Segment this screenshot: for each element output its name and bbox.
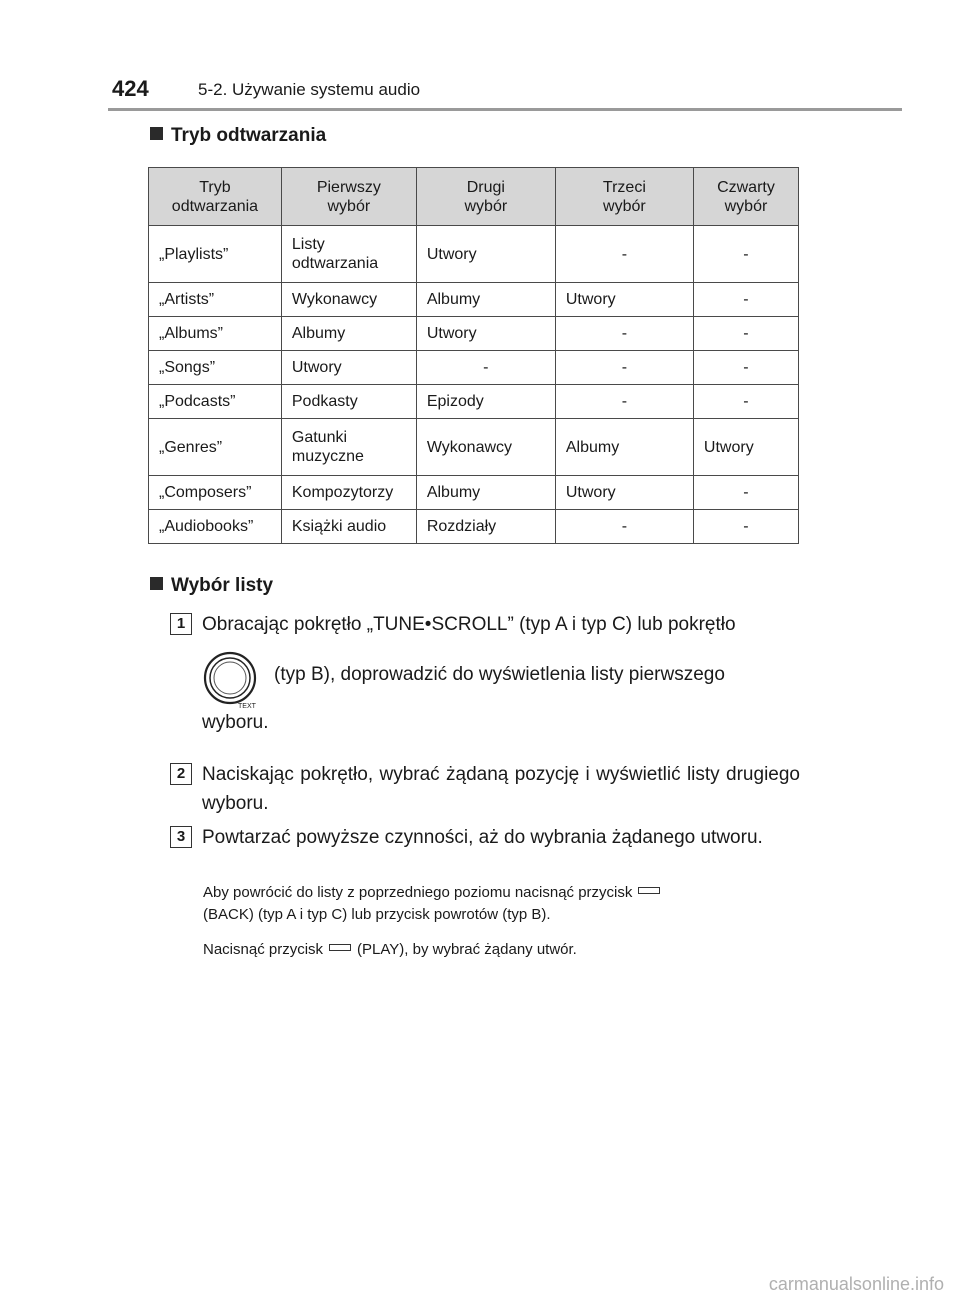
table-cell: Utwory: [281, 351, 416, 385]
table-cell: Podkasty: [281, 385, 416, 419]
table-cell: „Composers”: [149, 476, 282, 510]
table-cell: -: [555, 385, 693, 419]
back-button-icon: [638, 887, 660, 894]
table-cell: -: [693, 476, 798, 510]
table-row: [149, 317, 799, 351]
table-cell: -: [416, 351, 555, 385]
table-row: [149, 385, 799, 419]
table-cell: -: [555, 351, 693, 385]
table-row: [149, 351, 799, 385]
watermark: carmanualsonline.info: [768, 1274, 944, 1294]
column-header: Tryb odtwarzania: [149, 168, 282, 226]
step-2-text: Naciskając pokrętło, wybrać żądaną pozycję i wyświetlić listy drugiego wyboru.: [202, 764, 800, 814]
table-cell: Albumy: [416, 283, 555, 317]
table-cell: Utwory: [416, 317, 555, 351]
playback-mode-table: [148, 167, 799, 544]
header-divider: [108, 108, 902, 111]
play-note-text-end: (PLAY), by wybrać żądany utwór.: [357, 941, 577, 958]
back-note-text: Aby powrócić do listy z poprzedniego poziomu nacisnąć przycisk: [203, 884, 633, 901]
table-cell: „Artists”: [149, 283, 282, 317]
column-header: Drugi wybór: [416, 168, 555, 226]
step-number-badge: 2: [170, 763, 192, 785]
step-3: [170, 823, 800, 883]
step-1: [170, 610, 800, 740]
back-button-note: [203, 882, 803, 926]
table-cell: -: [555, 317, 693, 351]
table-cell: Kompozytorzy: [281, 476, 416, 510]
knob-icon: [200, 648, 264, 710]
table-cell: Gatunki muzyczne: [281, 419, 416, 476]
step-1-text-continued: (typ B), doprowadzić do wyświetlenia listy pierwszego: [274, 664, 725, 685]
step-number-badge: 3: [170, 826, 192, 848]
step-2: [170, 760, 800, 820]
table-cell: Listy odtwarzania: [281, 226, 416, 283]
table-row: [149, 419, 799, 476]
table-cell: Utwory: [416, 226, 555, 283]
table-cell: Rozdziały: [416, 510, 555, 544]
page-header: [112, 76, 902, 112]
column-header: Czwarty wybór: [693, 168, 798, 226]
table-cell: -: [693, 510, 798, 544]
playback-mode-heading: [150, 125, 326, 147]
table-cell: -: [693, 351, 798, 385]
table-cell: -: [693, 283, 798, 317]
square-bullet-icon: [150, 127, 163, 140]
table-row: [149, 476, 799, 510]
table-row: [149, 283, 799, 317]
table-cell: Wykonawcy: [416, 419, 555, 476]
back-note-text-end: (BACK) (typ A i typ C) lub przycisk powrotów (typ B).: [203, 906, 551, 923]
knob-label: TEXT: [238, 703, 256, 710]
table-row: [149, 510, 799, 544]
play-button-note: [203, 939, 803, 961]
table-cell: -: [555, 510, 693, 544]
column-header: Pierwszy wybór: [281, 168, 416, 226]
table-cell: Albumy: [281, 317, 416, 351]
table-cell: Albumy: [416, 476, 555, 510]
table-cell: -: [555, 226, 693, 283]
table-cell: Epizody: [416, 385, 555, 419]
table-cell: -: [693, 226, 798, 283]
table-cell: „Songs”: [149, 351, 282, 385]
table-cell: -: [693, 385, 798, 419]
table-cell: Utwory: [555, 283, 693, 317]
table-row: [149, 226, 799, 283]
table-cell: Utwory: [693, 419, 798, 476]
table-cell: -: [693, 317, 798, 351]
table-cell: Utwory: [555, 476, 693, 510]
step-number-badge: 1: [170, 613, 192, 635]
play-button-icon: [329, 944, 351, 951]
playback-mode-heading-text: Tryb odtwarzania: [171, 125, 327, 146]
square-bullet-icon: [150, 577, 163, 590]
table-cell: Wykonawcy: [281, 283, 416, 317]
table-cell: „Playlists”: [149, 226, 282, 283]
table-cell: „Audiobooks”: [149, 510, 282, 544]
table-cell: „Podcasts”: [149, 385, 282, 419]
list-selection-heading: [150, 575, 273, 597]
section-title: 5-2. Używanie systemu audio: [198, 80, 421, 99]
page-number: 424: [112, 76, 149, 101]
column-header: Trzeci wybór: [555, 168, 693, 226]
step-1-text-end: wyboru.: [202, 712, 269, 733]
list-selection-heading-text: Wybór listy: [171, 575, 274, 596]
table-header-row: [149, 168, 799, 226]
table-cell: „Albums”: [149, 317, 282, 351]
step-3-text: Powtarzać powyższe czynności, aż do wybrania żądanego utworu.: [202, 827, 763, 848]
step-1-text: Obracając pokrętło „TUNE•SCROLL” (typ A i typ C) lub pokrętło: [202, 614, 736, 635]
play-note-text: Nacisnąć przycisk: [203, 941, 324, 958]
table-cell: Książki audio: [281, 510, 416, 544]
table-cell: Albumy: [555, 419, 693, 476]
table-cell: „Genres”: [149, 419, 282, 476]
